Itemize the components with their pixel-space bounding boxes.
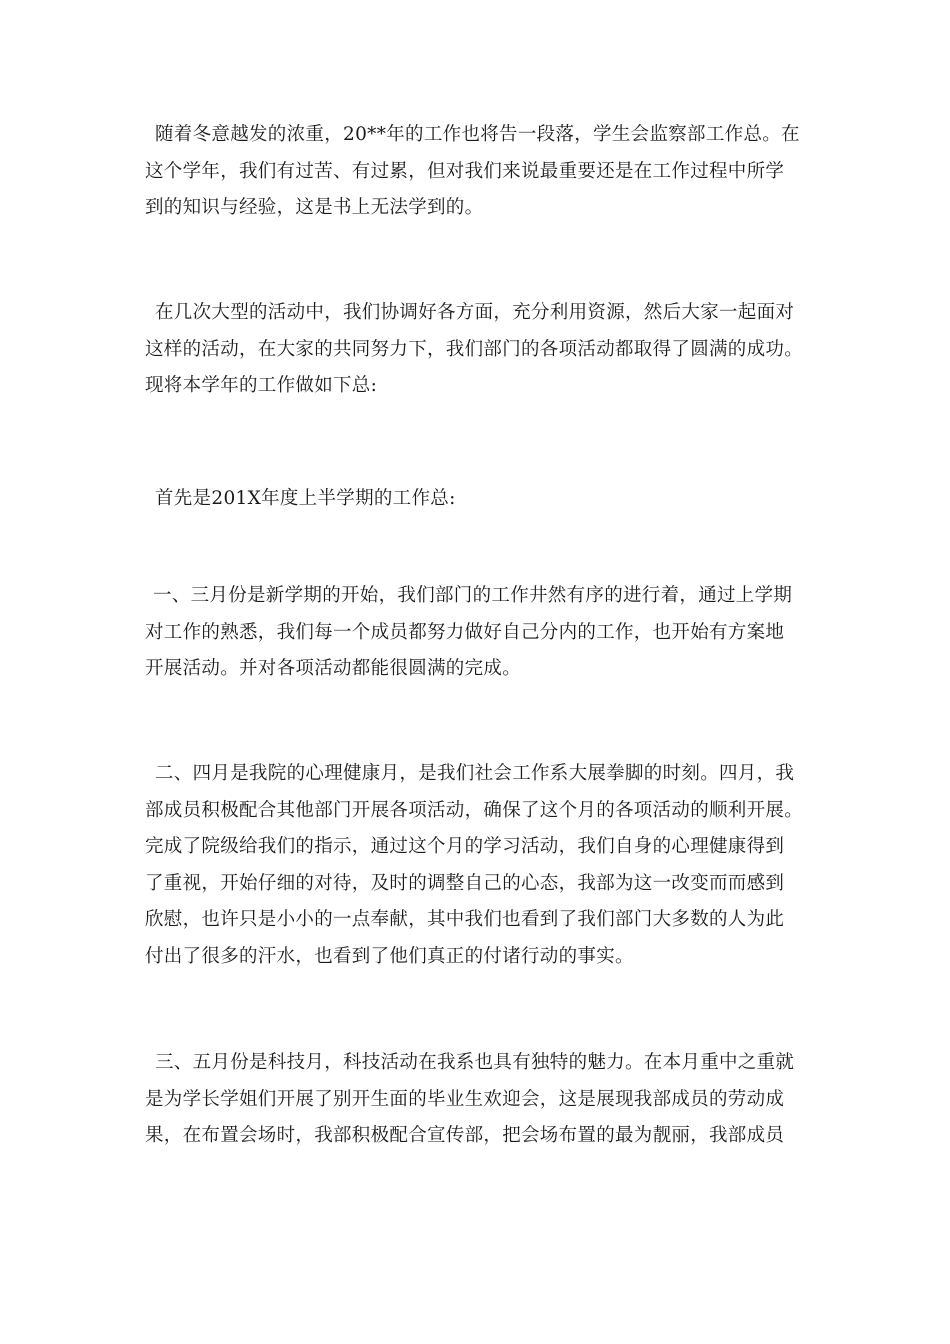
text-line: 这个学年，我们有过苦、有过累，但对我们来说最重要还是在工作过程中所学 (145, 160, 785, 182)
text-line: 完成了院级给我们的指示，通过这个月的学习活动，我们自身的心理健康得到 (145, 836, 785, 857)
text-line: 随着冬意越发的浓重，20**年的工作也将告一段落，学生会监察部工作总。在 (155, 124, 800, 145)
text-line: 首先是201X年度上半学期的工作总: (155, 488, 456, 509)
paragraph-intro (145, 117, 825, 227)
text-line: 二、四月是我院的心理健康月，是我们社会工作系大展拳脚的时刻。四月，我 (155, 763, 795, 784)
text-line: 开展活动。并对各项活动都能很圆满的完成。 (145, 658, 522, 679)
text-line: 这样的活动，在大家的共同努力下，我们部门的各项活动都取得了圆满的成功。 (145, 338, 804, 360)
text-line: 付出了很多的汗水，也看到了他们真正的付诸行动的事实。 (145, 945, 634, 967)
text-line: 对工作的熟悉，我们每一个成员都努力做好自己分内的工作，也开始有方案地 (145, 621, 785, 643)
paragraph-april (145, 756, 825, 975)
paragraph-march (145, 578, 825, 688)
paragraph-may (145, 1045, 825, 1155)
text-line: 在几次大型的活动中，我们协调好各方面，充分利用资源，然后大家一起面对 (155, 302, 795, 323)
paragraph-first-semester-heading (145, 481, 825, 518)
text-line: 部成员积极配合其他部门开展各项活动，确保了这个月的各项活动的顺利开展。 (145, 799, 804, 821)
text-line: 了重视，开始仔细的对待，及时的调整自己的心态，我部为这一改变而而感到 (145, 872, 785, 894)
text-line: 到的知识与经验，这是书上无法学到的。 (145, 197, 484, 218)
text-line: 是为学长学姐们开展了别开生面的毕业生欢迎会，这是展现我部成员的劳动成 (145, 1088, 785, 1110)
text-line: 果，在布置会场时，我部积极配合宣传部，把会场布置的最为靓丽，我部成员 (145, 1125, 785, 1146)
text-line: 三、五月份是科技月，科技活动在我系也具有独特的魅力。在本月重中之重就 (155, 1052, 795, 1073)
text-line: 一、三月份是新学期的开始，我们部门的工作井然有序的进行着，通过上学期 (153, 585, 793, 606)
text-line: 现将本学年的工作做如下总: (145, 375, 378, 396)
text-line: 欣慰，也许只是小小的一点奉献，其中我们也看到了我们部门大多数的人为此 (145, 909, 785, 930)
paragraph-activities (145, 295, 825, 405)
